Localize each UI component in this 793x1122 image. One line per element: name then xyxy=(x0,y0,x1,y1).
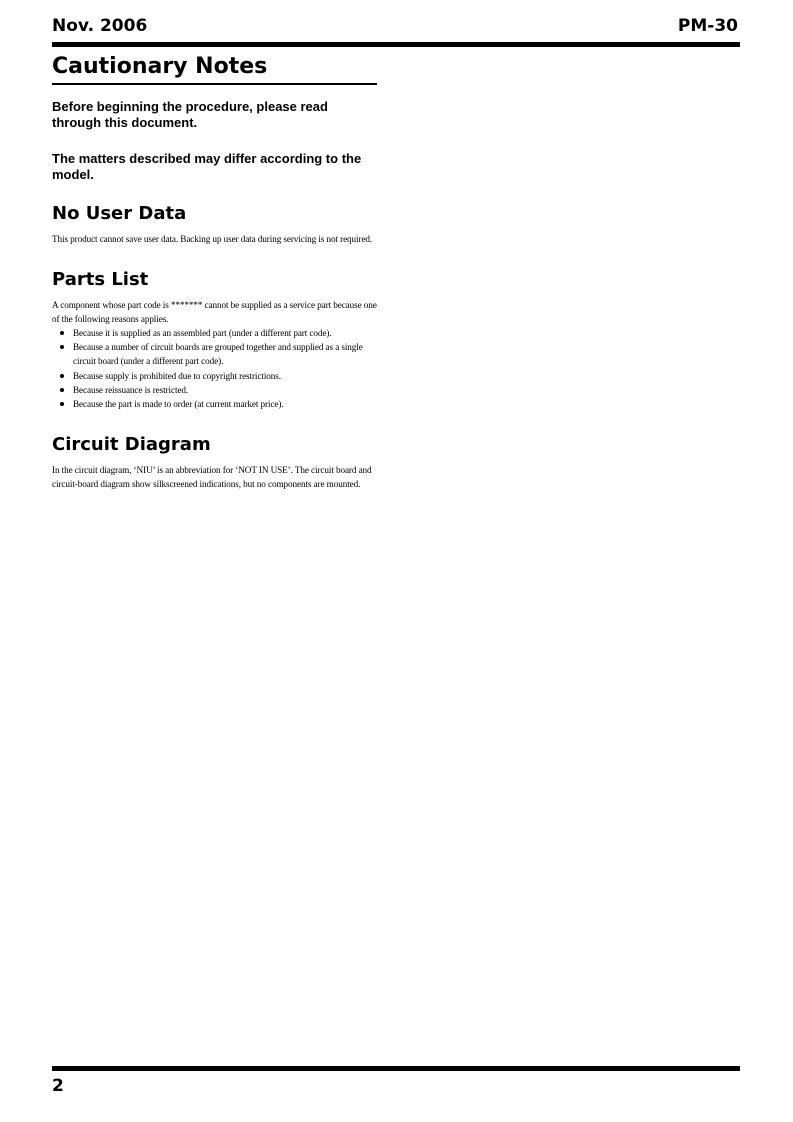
list-item xyxy=(73,383,377,397)
header-rule xyxy=(52,42,740,47)
parts-list-reasons xyxy=(52,326,377,411)
bullet-icon xyxy=(60,374,64,378)
page-title: Cautionary Notes xyxy=(52,53,377,85)
bullet-icon xyxy=(60,331,64,335)
page-number: 2 xyxy=(52,1076,64,1096)
list-item xyxy=(73,340,377,368)
list-item-text: Because it is supplied as an assembled part (under a different part code). xyxy=(73,328,332,338)
content-column xyxy=(52,53,377,491)
no-user-data-text: This product cannot save user data. Backing up user data during servicing is not required. xyxy=(52,234,373,244)
circuit-diagram-text: In the circuit diagram, ‘NIU’ is an abbreviation for ‘NOT IN USE’. The circuit board and circuit-board diagram show silkscreened indications, but no components are mounted. xyxy=(52,465,372,490)
no-user-data-heading: No User Data xyxy=(52,203,187,224)
parts-list-text: A component whose part code is ******* cannot be supplied as a service part because one of the following reasons applies. xyxy=(52,300,377,324)
list-item xyxy=(73,397,377,411)
list-item xyxy=(73,326,377,340)
intro-paragraph-2: The matters described may differ according to the model. xyxy=(52,151,362,182)
parts-list-heading: Parts List xyxy=(52,269,149,290)
bullet-icon xyxy=(60,402,64,406)
list-item-text: Because supply is prohibited due to copyright restrictions. xyxy=(73,370,281,381)
footer-rule xyxy=(52,1066,740,1071)
list-item-text: Because reissuance is restricted. xyxy=(73,384,189,395)
list-item-text: Because the part is made to order (at current market price). xyxy=(73,399,284,410)
header-date: Nov. 2006 xyxy=(52,16,148,36)
list-item-text: Because a number of circuit boards are grouped together and supplied as a single circuit board (under a different part code). xyxy=(73,342,363,367)
bullet-icon xyxy=(60,345,64,349)
circuit-diagram-heading: Circuit Diagram xyxy=(52,434,211,456)
bullet-icon xyxy=(60,388,64,392)
list-item xyxy=(73,369,377,383)
header-model: PM-30 xyxy=(677,16,738,36)
intro-paragraph-1: Before beginning the procedure, please read through this document. xyxy=(52,99,328,130)
